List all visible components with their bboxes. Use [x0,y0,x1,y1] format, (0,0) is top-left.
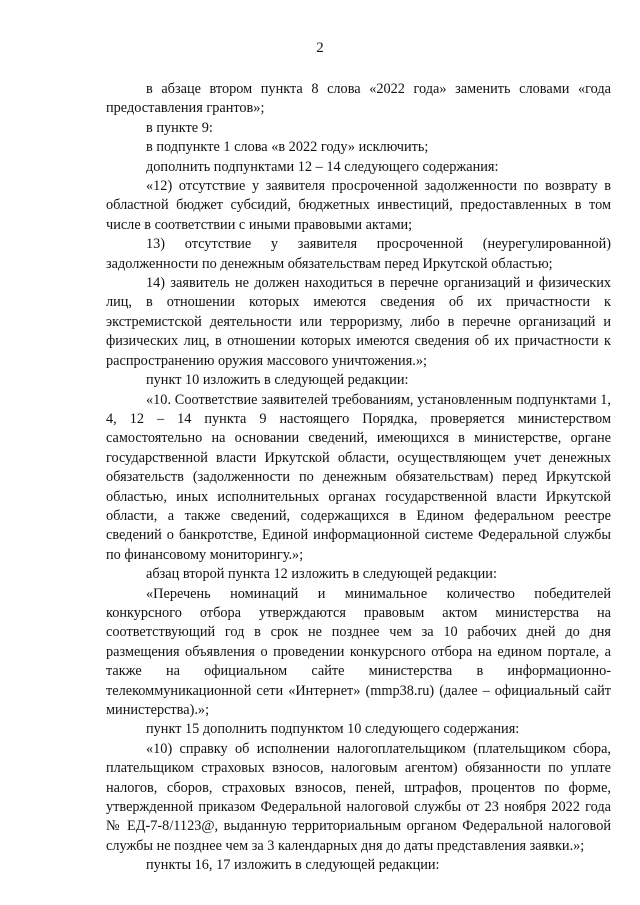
paragraph-8: пункт 10 изложить в следующей редакции: [146,372,409,389]
paragraph-11: «Перечень номинаций и минимальное количество победителей конкурсного отбора утверждаются правовым актом министерства на соответствующий год в срок не позднее чем за 10 рабочих дней до дня размещения объявления о проведении конкурсного отбора на едином портале, а также на официальном сайте министерства в информационно-телекоммуникационной сети «Интернет» (mmp38.ru) (далее – официальный сайт министерства).»; [106,585,611,718]
document-body [106,80,611,876]
paragraph-12: пункт 15 дополнить подпунктом 10 следующего содержания: [146,721,520,738]
paragraph-10: абзац второй пункта 12 изложить в следующей редакции: [146,566,497,583]
paragraph-5: «12) отсутствие у заявителя просроченной задолженности по возврату в областной бюджет субсидий, бюджетных инвестиций, предоставленных в том числе в соответствии с иными правовыми актами; [106,178,611,233]
paragraph-13: «10) справку об исполнении налогоплательщиком (плательщиком сбора, плательщиком страховых взносов, налоговым агентом) обязанности по уплате налогов, сборов, страховых взносов, пеней, штрафов, процентов по форме, утвержденной приказом Федеральной налоговой службы от 23 ноября 2022 года № ЕД-7-8/1123@, выданную территориальным органом Федеральной налоговой службы не позднее чем за 3 календарных дня до даты представления заявки.»; [106,740,611,854]
paragraph-7: 14) заявитель не должен находиться в перечне организаций и физических лиц, в отношении которых имеются сведения об их причастности к экстремистской деятельности или терроризму, либо в перечне организаций и физических лиц, в отношении которых имеются сведения об их причастности к распространению оружия массового уничтожения.»; [106,275,611,369]
page-number: 2 [316,40,324,56]
paragraph-4: дополнить подпунктами 12 – 14 следующего содержания: [146,158,499,175]
paragraph-14: пункты 16, 17 изложить в следующей редакции: [146,857,440,874]
paragraph-9: «10. Соответствие заявителей требованиям, установленным подпунктами 1, 4, 12 – 14 пункта 9 настоящего Порядка, проверяется министерством самостоятельно на основании сведений, имеющихся в министерстве, органе государственной власти Иркутской области, осуществляющем учет денежных обязательств (задолженности по денежным обязательствам) перед Иркутской областью, иных исполнительных органах государственной власти Иркутской области, а также сведений, содержащихся в Едином федеральном реестре сведений о банкротстве, Единой информационной системе Федеральной службы по финансовому мониторингу.»; [106,391,611,563]
paragraph-2: в пункте 9: [146,119,213,136]
paragraph-3: в подпункте 1 слова «в 2022 году» исключить; [146,139,429,156]
paragraph-1: в абзаце втором пункта 8 слова «2022 года» заменить словами «года предоставления грантов»; [106,81,611,117]
paragraph-6: 13) отсутствие у заявителя просроченной (неурегулированной) задолженности по денежным обязательствам перед Иркутской областью; [106,236,611,272]
